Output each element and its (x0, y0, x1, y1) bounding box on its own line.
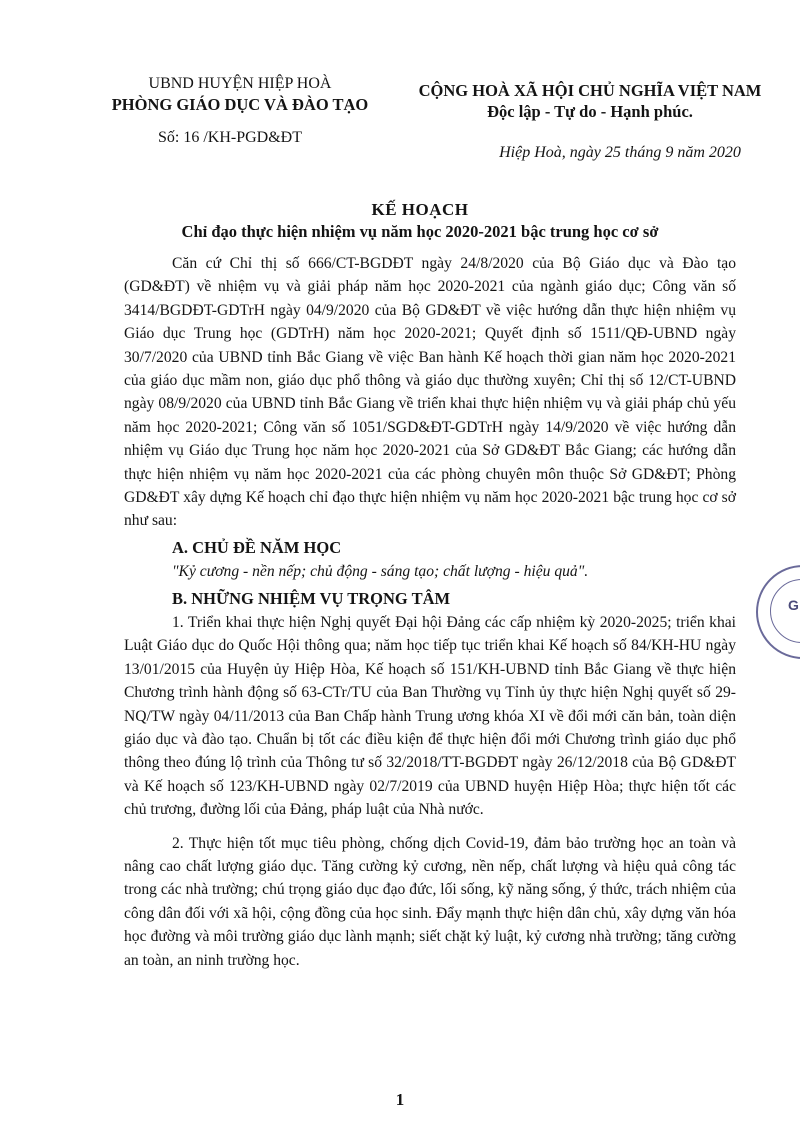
section-b-heading: B. NHỮNG NHIỆM VỤ TRỌNG TÂM (172, 588, 451, 608)
national-title: CỘNG HOÀ XÃ HỘI CHỦ NGHĨA VIỆT NAM (418, 81, 762, 100)
document-subject: Chỉ đạo thực hiện nhiệm vụ năm học 2020-2021 bậc trung học cơ sở (181, 222, 659, 241)
national-header-block (400, 80, 780, 162)
issuing-office: PHÒNG GIÁO DỤC VÀ ĐÀO TẠO (111, 95, 369, 114)
document-body (124, 252, 736, 972)
document-type: KẾ HOẠCH (371, 200, 469, 219)
section-a-heading: A. CHỦ ĐỀ NĂM HỌC (172, 537, 342, 557)
document-number: Số: 16 /KH-PGD&ĐT (158, 129, 303, 146)
school-year-theme: "Kỷ cương - nền nếp; chủ động - sáng tạo; chất lượng - hiệu quả". (172, 562, 589, 580)
parent-agency: UBND HUYỆN HIỆP HOÀ (148, 75, 332, 92)
page-number: 1 (395, 1090, 405, 1109)
document-title-block (140, 200, 700, 242)
task-item-1: 1. Triển khai thực hiện Nghị quyết Đại hội Đảng các cấp nhiệm kỳ 2020-2025; triển khai Luật Giáo dục do Quốc Hội thông qua; năm học tiếp tục triển khai Kế hoạch số 84/KH-HU ngày 13/01/2015 của Huyện ủy Hiệp Hòa, Kế hoạch số 151/KH-UBND tỉnh Bắc Giang về thực hiện Chương trình hành động số 63-CTr/TU của Ban Thường vụ Tỉnh ủy thực hiện Nghị quyết số 29-NQ/TW ngày 04/11/2013 của Ban Chấp hành Trung ương khóa XI về đổi mới căn bản, toàn diện giáo dục và đào tạo. Chuẩn bị tốt các điều kiện để thực hiện đổi mới Chương trình giáo dục phổ thông theo đúng lộ trình của Thông tư số 32/2018/TT-BGDĐT ngày 26/12/2018 của Bộ GD&ĐT và Kế hoạch số 123/KH-UBND ngày 02/7/2019 của UBND huyện Hiệp Hòa; thực hiện tốt các chủ trương, đường lối của Đảng, pháp luật của Nhà nước. (124, 613, 736, 819)
seal-letter: G (788, 597, 799, 613)
national-motto: Độc lập - Tự do - Hạnh phúc. (487, 102, 693, 121)
issuing-agency-block (100, 74, 380, 147)
intro-paragraph: Căn cứ Chỉ thị số 666/CT-BGDĐT ngày 24/8/2020 của Bộ Giáo dục và Đào tạo (GD&ĐT) về nhiệm vụ và giải pháp năm học 2020-2021 của ngành giáo dục; Công văn số 3414/BGDĐT-GDTrH ngày 04/9/2020 của Bộ GD&ĐT về việc hướng dẫn thực hiện nhiệm vụ Giáo dục Trung học (GDTrH) năm học 2020-2021; Quyết định số 1511/QĐ-UBND ngày 30/7/2020 của UBND tỉnh Bắc Giang về việc Ban hành Kế hoạch thời gian năm học 2020-2021 của giáo dục mầm non, giáo dục phổ thông và giáo dục thường xuyên; Chỉ thị số 12/CT-UBND ngày 08/9/2020 của UBND tỉnh Bắc Giang về triển khai thực hiện nhiệm vụ và giải pháp chủ yếu năm học 2020-2021; Công văn số 1051/SGD&ĐT-GDTrH ngày 14/9/2020 về việc hướng dẫn nhiệm vụ Giáo dục Trung học năm học 2020-2021 của Sở GD&ĐT Bắc Giang; các hướng dẫn thực hiện nhiệm vụ năm học 2020-2021 của các phòng chuyên môn thuộc Sở GD&ĐT; Phòng GD&ĐT xây dựng Kế hoạch chỉ đạo thực hiện nhiệm vụ năm học 2020-2021 bậc trung học cơ sở như sau: (124, 255, 736, 530)
task-item-2: 2. Thực hiện tốt mục tiêu phòng, chống dịch Covid-19, đảm bảo trường học an toàn và nâng cao chất lượng giáo dục. Tăng cường kỷ cương, nền nếp, chất lượng và hiệu quả công tác trong các nhà trường; chú trọng giáo dục đạo đức, lối sống, kỹ năng sống, ý thức, trách nhiệm của công dân đối với xã hội, cộng đồng của học sinh. Đẩy mạnh thực hiện dân chủ, xây dựng văn hóa học đường và môi trường giáo dục lành mạnh; siết chặt kỷ luật, kỷ cương nhà trường; tăng cường an toàn, an ninh trường học. (124, 834, 736, 969)
place-date: Hiệp Hoà, ngày 25 tháng 9 năm 2020 (499, 144, 741, 161)
official-seal-stamp (756, 565, 800, 659)
